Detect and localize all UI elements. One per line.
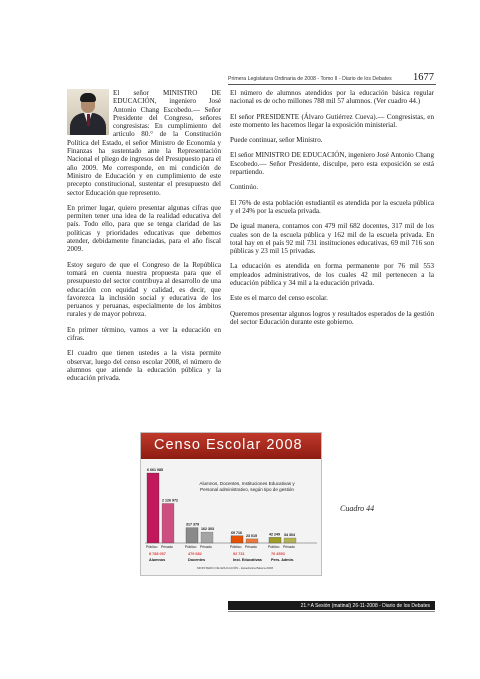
footer-text: 21.ª A Sesión (matinal) 26-11-2008 - Diario de los Debates [300,603,430,609]
right-paragraph: El número de alumnos atendidos por la educación básica regular nacional es de ocho millones 788 mil 57 alumnos. (Ver cuadro 44.) [230,89,434,106]
left-paragraph: En primer término, vamos a ver la educación en cifras. [67,325,221,343]
right-paragraph: Puede continuar, señor Ministro. [230,136,323,145]
header-rule [228,84,436,85]
page-number: 1677 [413,72,434,83]
chart-series-label: Público [268,545,280,549]
chart-data-label: 317 379 [186,522,199,527]
chart-bar [231,536,243,543]
chart-bar [147,473,159,543]
figure-caption: Cuadro 44 [340,504,375,513]
chart-subtitle: Alumnos, Docentes, Instituciones Educativas y Personal administrativo, según tipo de gestión [199,481,295,492]
chart-title: Censo Escolar 2008 [154,437,303,453]
chart-category-label: Inst. Educativas [233,558,262,562]
left-paragraph: En primer lugar, quiero presentar algunas cifras que permiten tener una idea de la realidad educativa del país. Todo ello, para que se tenga claridad de las políticas y prioridades educativas que debemos atender, debidamente financiadas, para el año fiscal 2009. [67,203,221,254]
chart-series-label: Público [185,545,197,549]
left-column [67,89,221,390]
chart-data-label: 34 304 [284,532,295,537]
census-chart-figure [140,432,322,576]
chart-category-label: Docentes [188,558,206,562]
chart-total-label: 92 731 [233,552,245,556]
president-paragraph: El señor PRESIDENTE (Álvaro Gutiérrez Cueva).— Congresistas, en este momento les hacemos llegar la exposición ministerial. [230,112,434,129]
chart-series-label: Privado [200,545,212,549]
chart-bar [284,538,296,543]
chart-total-label: 76 4553 [271,552,285,556]
chart-bar [162,503,174,543]
left-paragraph: Estoy seguro de que el Congreso de la República tomará en cuenta nuestra propuesta para que el presupuesto del sector contribuya al desarrollo de una educación con equidad y calidad, es decir, que favorezca la inclusión social y educativa de los peruanos y peruanas, especialmente de los ámbitos rurales y de mayor pobreza. [67,260,221,319]
chart-bar [269,537,281,543]
chart-total-label: 479 682 [188,552,202,556]
minister-paragraph: El señor MINISTRO DE EDUCACIÓN, ingeniero José Antonio Chang Escobedo.— Señor Presidente, disculpe, pero esta exposición se está repartiendo. [230,151,434,177]
chart-category-label: Alumnos [149,558,166,562]
chart-series-label: Privado [283,545,295,549]
speaker-paragraph-text: El señor MINISTRO DE EDUCACIÓN, ingeniero José Antonio Chang Escobedo.— Señor Presidente del Congreso, señores congresistas: En cumplimiento del artículo 80.° de la Constitución Política del Estado, el señor Ministro de Economía y Finanzas ha sustentado ante la Representación Nacional el pliego de ingresos del Presupuesto para el año 2009. Me corresponde, en mi condición de Ministro de Educación y en cumplimiento de este precepto constitucional, sustentar el presupuesto del sector Educación que represento. [67,89,221,197]
right-column [230,89,434,333]
minister-photo [67,89,109,135]
chart-data-label: 23 015 [246,533,257,538]
right-paragraph: De igual manera, contamos con 479 mil 682 docentes, 317 mil de los cuales son de la escuela pública y 162 mil de la escuela privada. En total hay en el país 92 mil 731 instituciones educativas, 69 mil 716 son públicas y 23 mil 15 privadas. [230,222,434,256]
left-paragraph: El cuadro que tienen ustedes a la vista permite observar, luego del censo escolar 2008, el número de alumnos que atiende la educación pública y la educación privada. [67,349,221,383]
speaker-paragraph [67,89,221,197]
running-head-text: Primera Legislatura Ordinaria de 2008 - Tomo II - Diario de los Debates [228,76,392,82]
chart-data-label: 42 249 [269,532,280,537]
chart-total-label: 8 788 057 [149,552,166,556]
right-paragraph: Queremos presentar algunos logros y resultados esperados de la gestión del sector Educación durante este gobierno. [230,309,434,326]
chart-series-label: Público [230,545,242,549]
chart-category-label: Pers. Admin. [271,558,295,562]
chart-bar [186,528,198,543]
chart-series-label: Privado [245,545,257,549]
chart-data-label: 6 661 085 [147,468,163,472]
chart-bar [201,532,213,543]
right-paragraph: El 76% de esta población estudiantil es atendida por la escuela pública y el 24% por la escuela privada. [230,198,434,215]
chart-data-label: 2 126 972 [162,498,178,503]
chart-plot [141,433,321,575]
right-paragraph: Continúo. [230,183,259,192]
chart-data-label: 162 303 [201,527,214,532]
chart-source: MINISTERIO DE EDUCACIÓN - Estadística Básica 2008 [197,566,274,570]
right-paragraph: Este es el marco del censo escolar. [230,294,328,303]
footer-rule [228,611,435,612]
chart-bar [246,539,258,543]
chart-series-label: Privado [161,545,173,549]
footer-bar [228,601,435,610]
chart-series-label: Público [146,545,158,549]
right-paragraph: La educación es atendida en forma permanente por 76 mil 553 empleados administrativos, de los cuales 42 mil pertenecen a la educación pública y 34 mil a la educación privada. [230,262,434,288]
chart-data-label: 69 716 [231,530,242,535]
